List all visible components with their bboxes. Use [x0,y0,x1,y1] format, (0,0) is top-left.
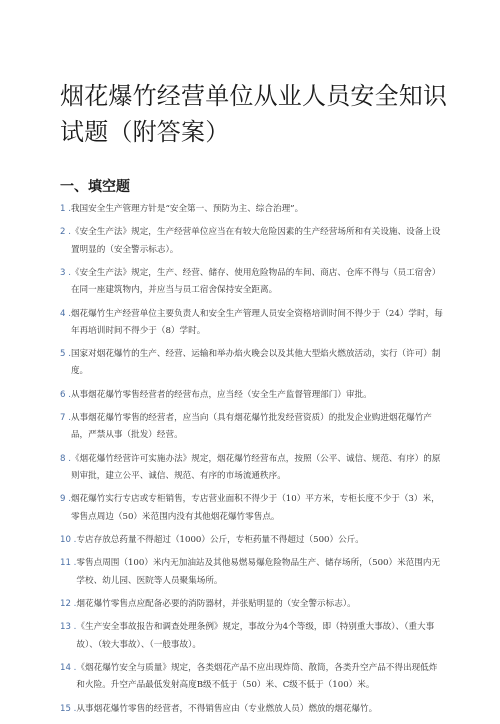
question-number: 1 . [60,204,71,214]
question-number: 6 . [60,389,71,400]
question-number: 10 . [60,534,77,545]
question-number: 2 . [60,227,71,238]
question-item [60,660,445,694]
question-item [60,224,445,258]
question-text: 从事烟花爆竹零售的经营者，应当向（具有烟花爆竹批发经营资质）的批发企业购进烟花爆竹产品，严禁从事（批发）经营。 [70,413,432,441]
question-item [60,555,445,589]
question-item [60,201,445,218]
question-number: 8 . [60,453,71,464]
question-text: 从事烟花爆竹零售经营者的经营布点，应当经（安全生产监督管理部门）审批。 [70,389,372,400]
question-number: 14 . [60,662,77,673]
question-item [60,346,445,380]
question-number: 9 . [60,494,71,505]
question-text: 《烟花爆竹安全与质量》规定，各类烟花产品不应出现炸筒、散筒，各类升空产品不得出现低炸和火险。升空产品最低发射高度B级不低于（50）米、C级不低于（100）米。 [76,662,438,691]
question-number: 13 . [60,622,77,633]
question-text: 《安全生产法》规定，生产经营单位应当在有较大危险因素的生产经营场所和有关设施、设备上设置明显的（安全警示标志）。 [70,227,441,255]
question-text: 国家对烟花爆竹的生产、经营、运输和举办焰火晚会以及其他大型焰火燃放活动，实行（许可）制度。 [70,349,441,377]
section-heading: 一、填空题 [60,179,130,195]
question-item [60,306,445,340]
question-item [60,265,445,299]
question-text: 我国安全生产管理方针是“安全第一、预防为主、综合治理”。 [70,204,304,214]
question-text: 烟花爆竹零售点应配备必要的消防器材，并张贴明显的（安全警示标志）。 [76,598,356,609]
question-number: 7 . [60,413,71,424]
question-text: 烟花爆竹实行专店或专柜销售，专店营业面积不得少于（10）平方米，专柜长度不少于（3）米，零售点周边（50）米范围内没有其他烟花爆竹零售点。 [70,494,440,522]
question-item [60,701,445,718]
question-number: 15 . [60,703,77,714]
question-text: 《生产安全事故报告和调查处理条例》规定，事故分为4个等级，即（特别重大事故）、（重大事故）、（较大事故）、（一般事故）。 [76,622,435,650]
question-number: 12 . [60,598,77,609]
question-text: 从事烟花爆竹零售的经营者，不得销售应由（专业燃放人员）燃放的烟花爆竹。 [76,703,378,714]
question-item [60,410,445,444]
question-text: 烟花爆竹生产经营单位主要负责人和安全生产管理人员安全资格培训时间不得少于（24）学时，每年再培训时间不得少于（8）学时。 [70,308,443,336]
question-item [60,451,445,485]
question-item [60,491,445,525]
question-text: 《安全生产法》规定，生产、经营、储存、使用危险物品的车间、商店、仓库不得与（员工宿舍）在同一座建筑物内，并应当与员工宿舍保持安全距离。 [70,267,441,296]
question-number: 11 . [60,558,77,569]
question-item [60,532,445,549]
question-item [60,619,445,653]
question-number: 4 . [60,308,71,319]
question-text: 零售点周围（100）米内无加油站及其他易燃易爆危险物品生产、储存场所，（500）米范围内无学校、幼儿园、医院等人员聚集场所。 [76,558,441,586]
question-item [60,387,445,404]
question-item [60,596,445,613]
question-text: 专店存放总药量不得超过（1000）公斤，专柜药量不得超过（500）公斤。 [76,534,364,545]
question-text: 《烟花爆竹经营许可实施办法》规定，烟花爆竹经营布点，按照（公平、诚信、规范、有序）的原则审批，建立公平、诚信、规范、有序的市场流通秩序。 [70,453,441,481]
question-number: 5 . [60,349,71,360]
question-list [60,201,445,724]
document-title: 烟花爆竹经营单位从业人员安全知识试题（附答案） [60,82,448,146]
question-number: 3 . [60,267,71,278]
